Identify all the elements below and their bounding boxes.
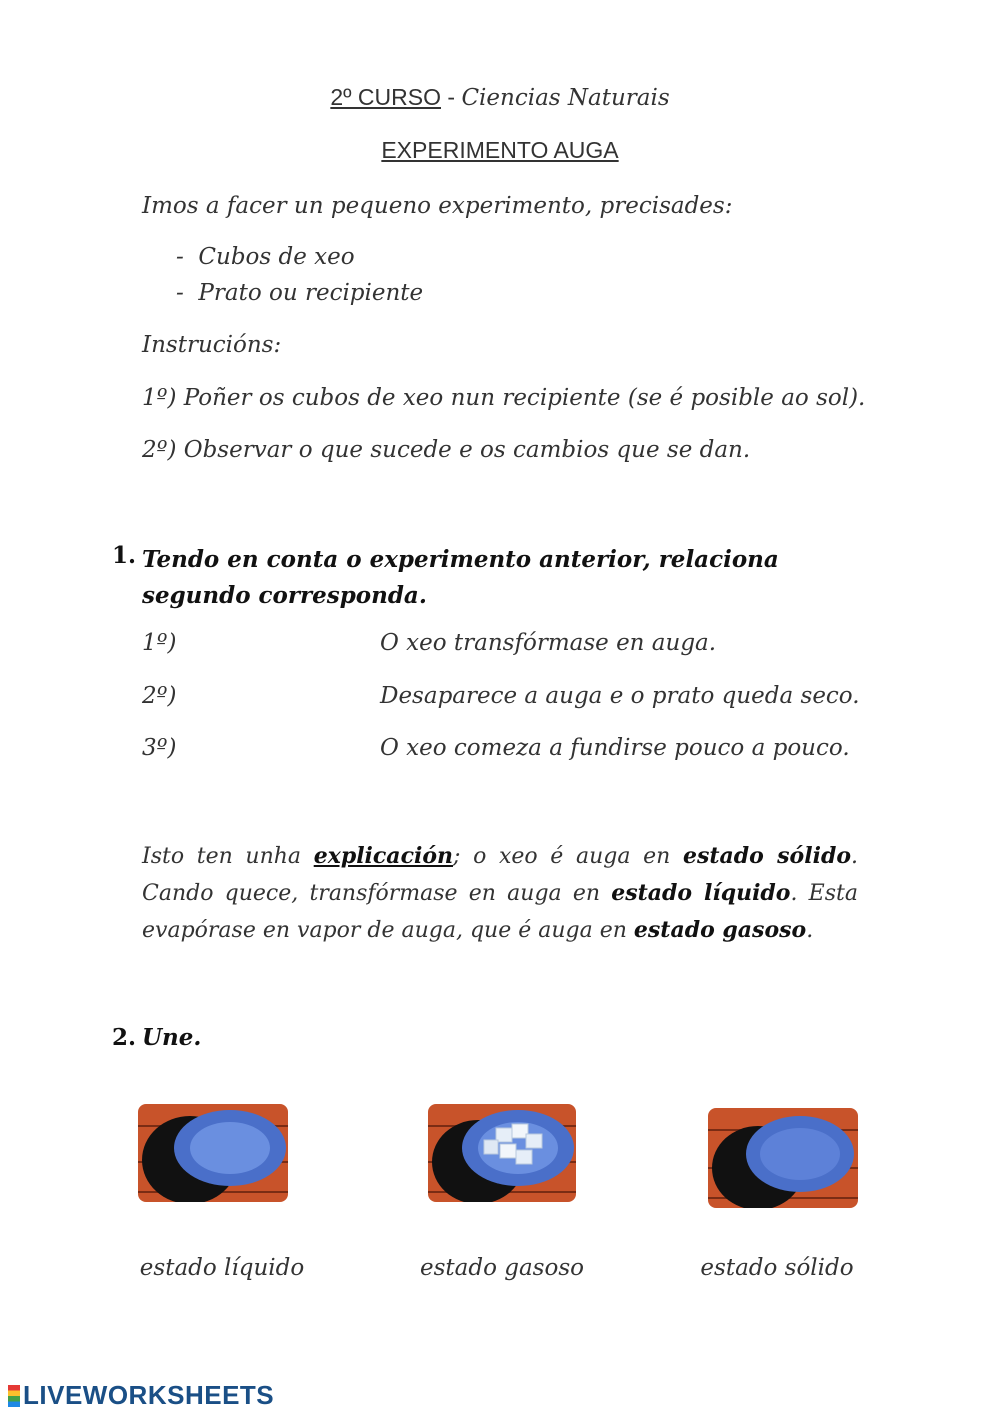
explanation-text: ; o xeo é auga en [453, 844, 683, 869]
match-row-label: 2º) [142, 683, 177, 709]
logo-text: LIVEWORKSHEETS [23, 1380, 275, 1410]
match-row-text[interactable]: O xeo transfórmase en auga. [380, 630, 717, 656]
match-row-text[interactable]: O xeo comeza a fundirse pouco a pouco. [380, 735, 850, 761]
material-item: - Prato ou recipiente [176, 280, 424, 306]
material-label: Cubos de xeo [198, 244, 355, 270]
material-label: Prato ou recipiente [198, 280, 424, 306]
explanation-text: . Cando quece, transfórmase en auga en [142, 844, 858, 906]
keyword-gasoso: estado gasoso [633, 917, 807, 943]
state-caption[interactable]: estado líquido [139, 1255, 305, 1281]
logo-icon [8, 1385, 20, 1407]
plate-image-ice[interactable] [428, 1104, 576, 1202]
explanation-text: . Esta evapórase en vapor de auga, que é auga en [142, 881, 858, 943]
plate-image-water[interactable] [138, 1104, 288, 1202]
course-header [0, 84, 1000, 111]
keyword-explicacion: explicación [313, 843, 453, 869]
instruction-step: 2º) Observar o que sucede e os cambios que se dan. [142, 437, 751, 463]
explanation-text: . [806, 918, 814, 943]
material-item: - Cubos de xeo [176, 244, 355, 270]
page-title: EXPERIMENTO AUGA [381, 137, 619, 163]
explanation-text: Isto ten unha [142, 844, 314, 869]
instructions-label: Instrucións: [142, 332, 282, 358]
match-row-text[interactable]: Desaparece a auga e o prato queda seco. [380, 683, 860, 709]
exercise2-prompt: Une. [142, 1024, 202, 1051]
keyword-liquido: estado líquido [611, 880, 791, 906]
state-caption[interactable]: estado gasoso [420, 1255, 584, 1281]
plate-image-empty[interactable] [708, 1108, 858, 1208]
exercise1-number: 1. [112, 542, 137, 569]
course-label: 2º CURSO [330, 84, 441, 110]
instruction-step: 1º) Poñer os cubos de xeo nun recipiente (se é posible ao sol). [142, 385, 866, 411]
liveworksheets-logo[interactable] [8, 1380, 274, 1411]
explanation-paragraph [142, 838, 858, 949]
state-caption[interactable]: estado sólido [700, 1255, 854, 1281]
header-separator: - [441, 84, 462, 110]
exercise2-number: 2. [112, 1024, 137, 1051]
match-row-label: 3º) [142, 735, 177, 761]
intro-text: Imos a facer un pequeno experimento, precisades: [142, 193, 733, 219]
subject-label: Ciencias Naturais [461, 85, 670, 111]
match-row-label: 1º) [142, 630, 177, 656]
keyword-solido: estado sólido [682, 843, 851, 869]
exercise1-prompt: Tendo en conta o experimento anterior, relaciona segundo corresponda. [142, 546, 779, 609]
